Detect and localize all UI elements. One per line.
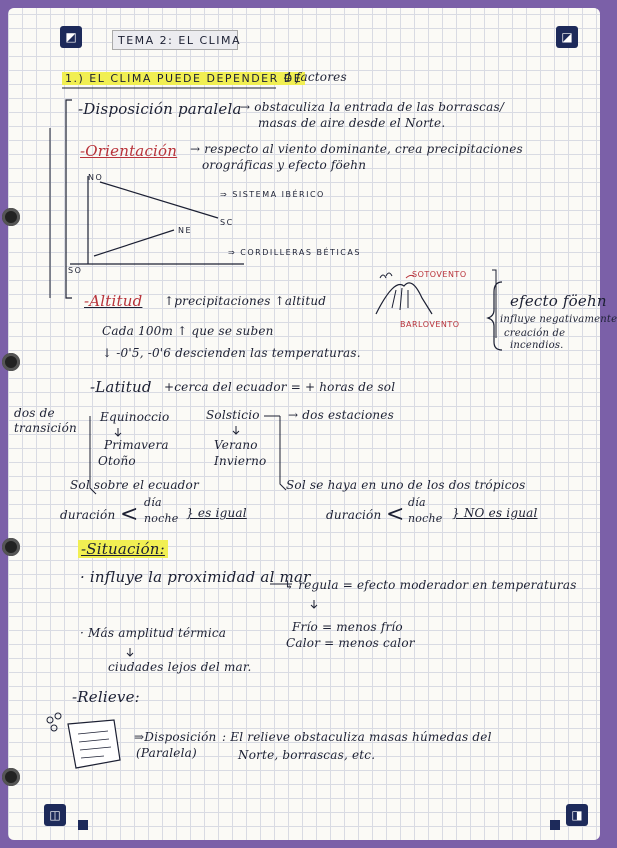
dia-left: día	[144, 496, 162, 509]
equinoccio: Equinoccio	[100, 410, 170, 424]
corner-marker-icon: ◪	[556, 26, 578, 48]
relieve-text1: : El relieve obstaculiza masas húmedas del	[222, 730, 492, 744]
sol-tropicos: Sol se haya en uno de los dos trópicos	[286, 478, 526, 492]
primavera: Primavera	[104, 438, 169, 452]
section-heading: 1.) EL CLIMA PUEDE DEPENDER DE	[62, 72, 305, 85]
situacion-regula: ↳ regula = efecto moderador en temperaturas	[284, 578, 577, 592]
cordilleras-beticas: ⇒ CORDILLERAS BÉTICAS	[228, 248, 361, 257]
mountain-sketch-icon	[376, 273, 432, 314]
foehn-title: efecto föehn	[510, 292, 607, 310]
duracion-right: duración	[326, 508, 382, 522]
page-title: TEMA 2: EL CLIMA	[118, 34, 242, 47]
relieve-paralela: (Paralela)	[136, 746, 197, 760]
corner-marker-icon: ◫	[44, 804, 66, 826]
section-heading-tail: 4 factores	[284, 70, 347, 84]
altitud-line1: Cada 100m ↑ que se suben	[102, 324, 274, 338]
corner-marker-icon: ◨	[566, 804, 588, 826]
hand-drawings	[8, 8, 600, 840]
graph-label-ne: NE	[178, 226, 193, 235]
notebook-page	[8, 8, 617, 840]
relieve-text2: Norte, borrascas, etc.	[238, 748, 376, 762]
relieve-disposicion: ⇒Disposición	[134, 730, 217, 744]
latitud-label: -Latitud	[90, 378, 152, 396]
dia-right: día	[408, 496, 426, 509]
orientacion-label: -Orientación	[80, 142, 178, 160]
situacion-label: -Situación:	[78, 540, 168, 558]
noche-left: noche	[144, 512, 179, 525]
altitud-text: ↑precipitaciones ↑altitud	[164, 294, 327, 308]
situacion-line1: · influye la proximidad al mar	[80, 568, 311, 586]
barlovento-label: BARLOVENTO	[400, 320, 460, 329]
graph-label-so: SO	[68, 266, 83, 275]
altitud-line2: ↓ -0'5, -0'6 descienden las temperaturas.	[102, 346, 361, 360]
no-es-igual: } NO es igual	[452, 506, 538, 520]
amplitud-termica: · Más amplitud térmica	[80, 626, 227, 640]
orientation-graph	[70, 176, 244, 264]
noche-right: noche	[408, 512, 443, 525]
corner-marker-icon: ◩	[60, 26, 82, 48]
sotavento-label: SOTOVENTO	[412, 270, 467, 279]
duracion-left: duración	[60, 508, 116, 522]
bracket-left-icon: <	[120, 502, 139, 527]
altitud-label: -Altitud	[84, 292, 143, 310]
foehn-influye: influye negativamente	[500, 314, 617, 325]
es-igual: } es igual	[186, 506, 247, 520]
graph-label-sc: SC	[220, 218, 234, 227]
solsticio: Solsticio	[206, 408, 260, 422]
latitud-text: +cerca del ecuador = + horas de sol	[164, 380, 396, 394]
ciudades: ciudades lejos del mar.	[108, 660, 252, 674]
calor: Calor = menos calor	[286, 636, 415, 650]
verano: Verano	[214, 438, 258, 452]
disposicion-text-2: masas de aire desde el Norte.	[258, 116, 446, 130]
sol-ecuador: Sol sobre el ecuador	[70, 478, 199, 492]
otono: Otoño	[98, 454, 136, 468]
frio: Frío = menos frío	[292, 620, 403, 634]
graph-label-no: NO	[88, 173, 104, 182]
bracket-right-icon: <	[386, 502, 405, 527]
relieve-label: -Relieve:	[72, 688, 140, 706]
transicion-note: dos de transición	[14, 406, 77, 435]
dos-estaciones: → dos estaciones	[288, 408, 394, 422]
invierno: Invierno	[214, 454, 267, 468]
orientacion-text-2: orográficas y efecto föehn	[202, 158, 367, 172]
disposicion-label: -Disposición paralela	[78, 100, 242, 118]
orientacion-text: → respecto al viento dominante, crea precipitaciones	[190, 142, 523, 156]
foehn-incendios: incendios.	[510, 340, 564, 351]
foehn-creacion: creación de	[504, 328, 566, 339]
document-sketch-icon	[47, 713, 120, 768]
sistema-iberico: ⇒ SISTEMA IBÉRICO	[220, 190, 325, 199]
disposicion-text: → obstaculiza la entrada de las borrascas/	[240, 100, 505, 114]
